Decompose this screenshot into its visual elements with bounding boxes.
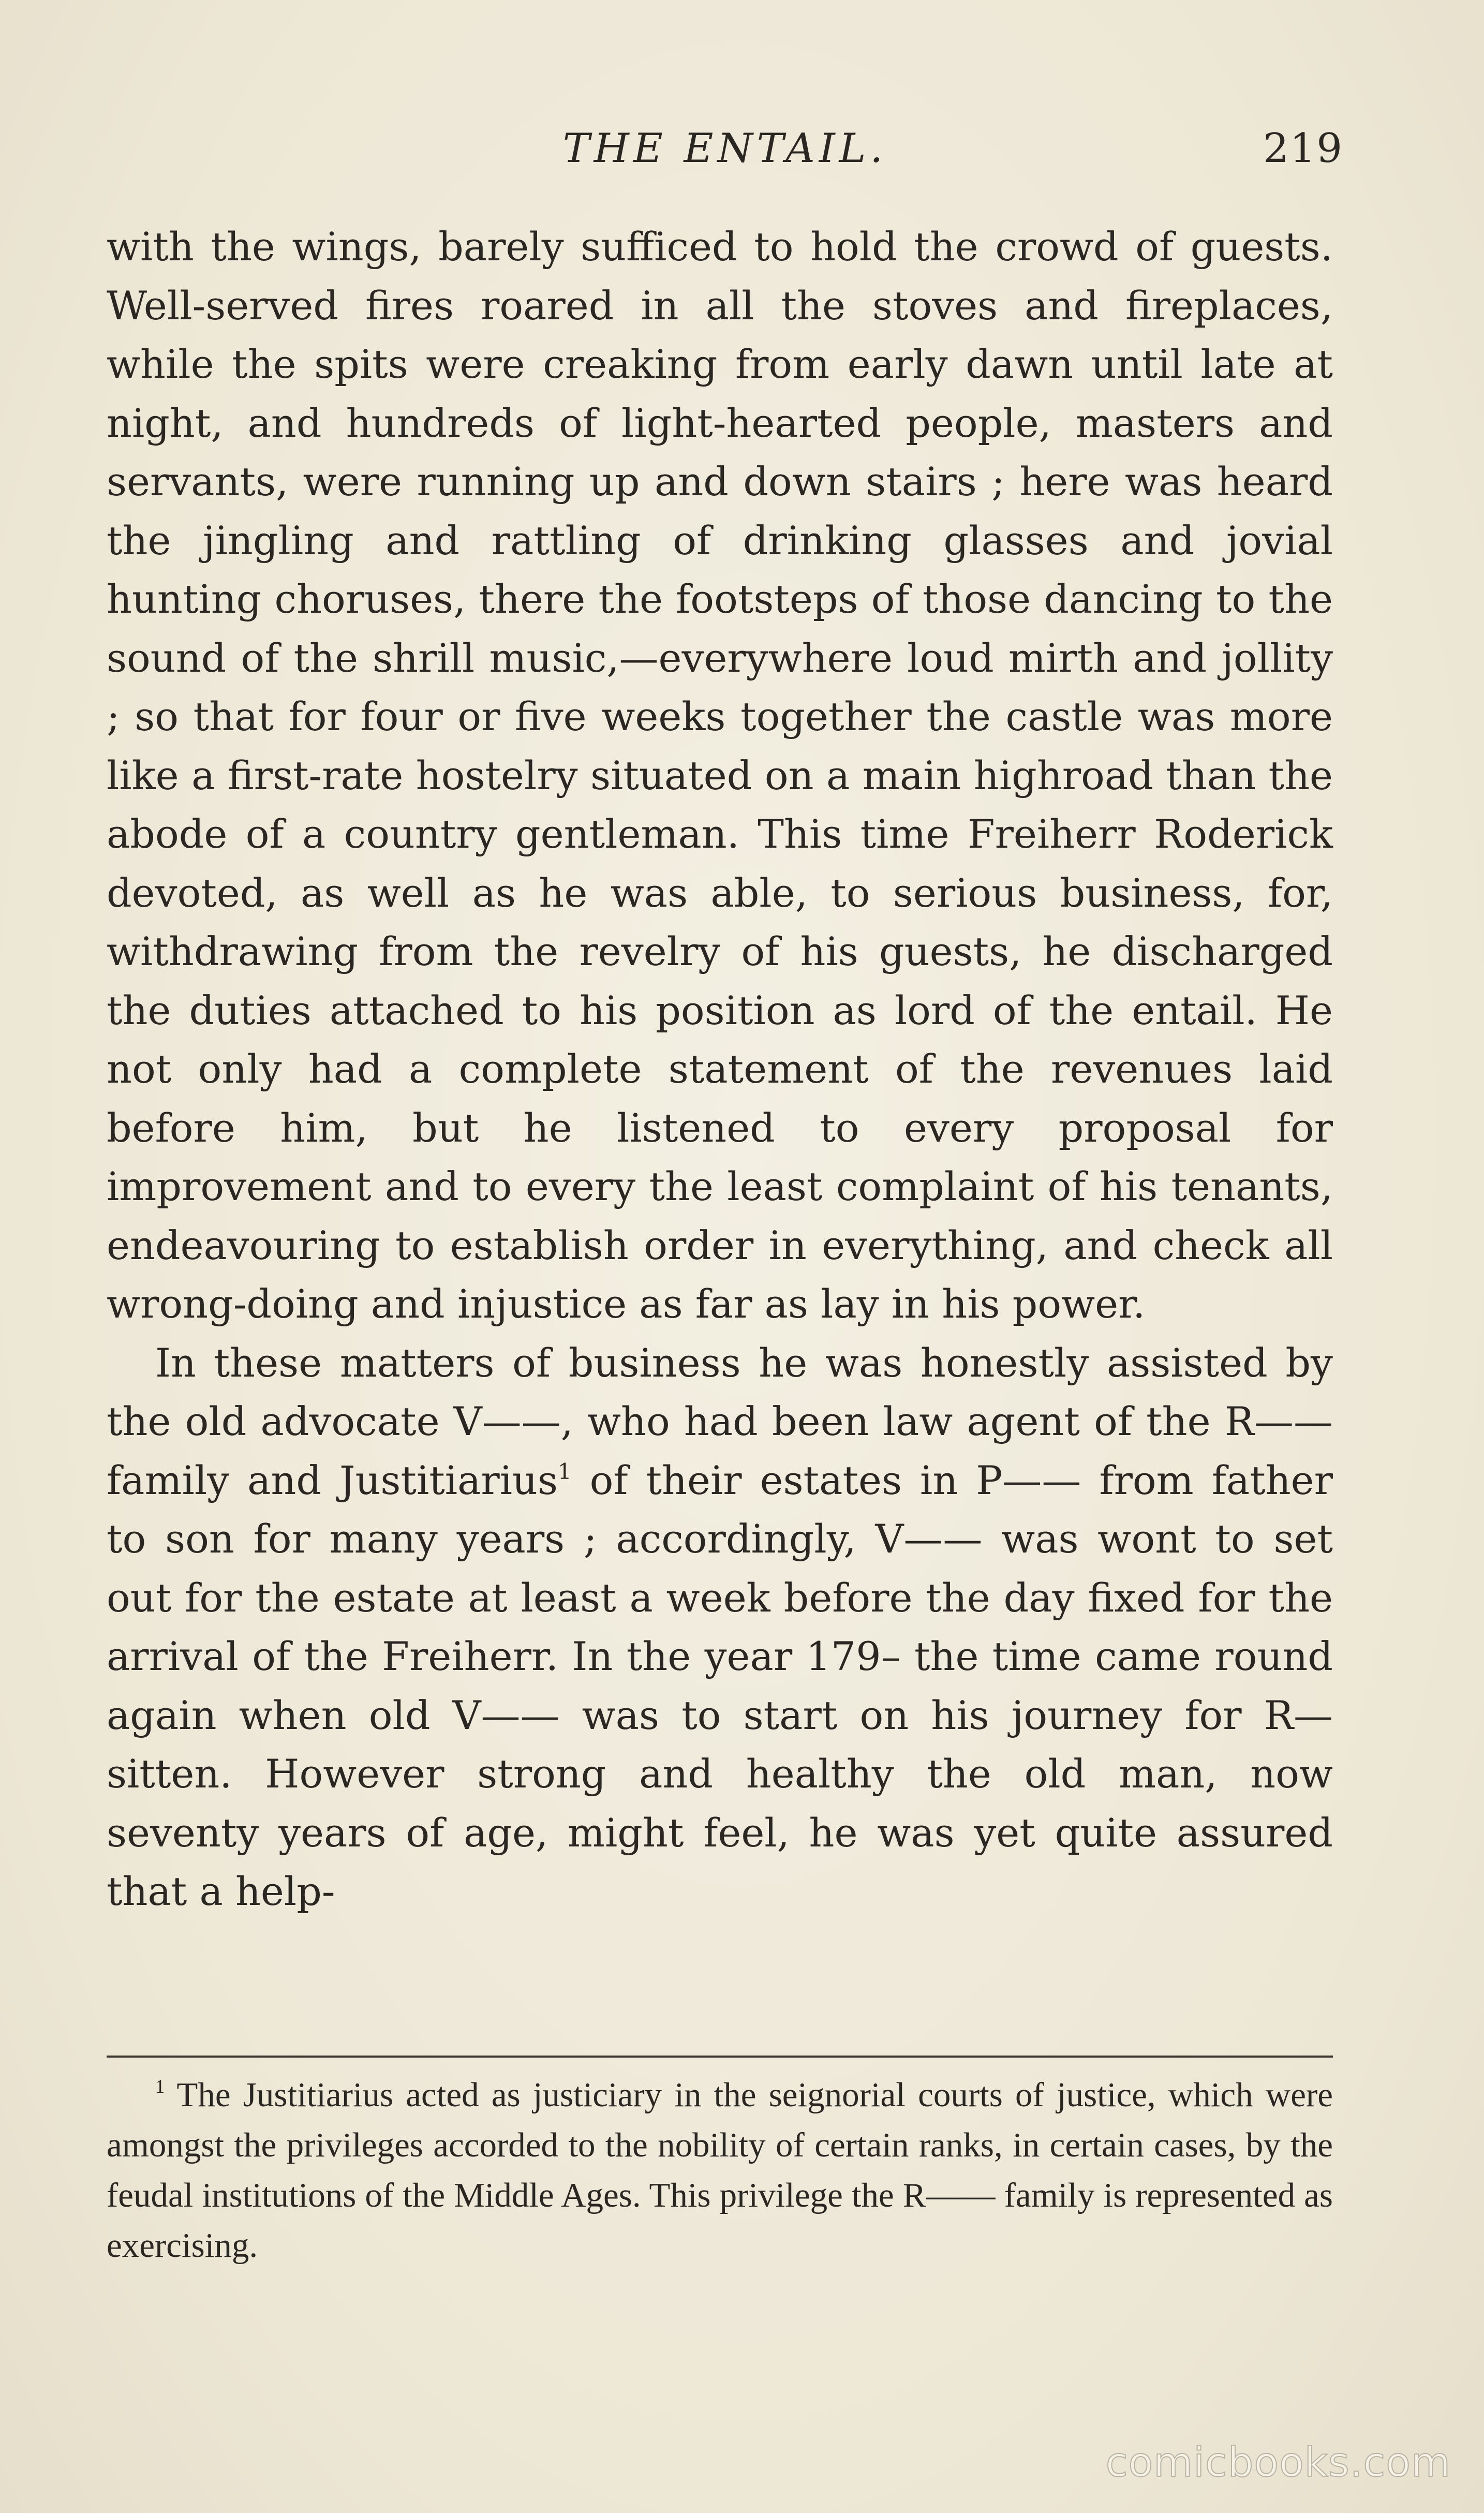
paragraph-2-text-b: of their estates in P—— from father to son for many years ; accordingly, V—— was wont to set out for the estate at least a week before the day fixed for the arrival of the Freiherr. In the year 179– the time came round again when old V—— was to start on his journey for R—sitten. However strong and healthy the old man, now seventy years of age, might feel, he was yet quite assured that a help- [107,1457,1333,1914]
footnote-rule [107,2056,1333,2058]
page-number: 219 [1263,125,1343,172]
footnote-marker: 1 [155,2076,165,2097]
footnote-text: The Justitiarius acted as justiciary in the seignorial courts of justice, which were amongst the privileges accorded to the nobility of certain ranks, in certain cases, by the feudal institutions of the Middle Ages. This privilege the R—— family is represented as exercising. [107,2076,1333,2265]
footnote-reference: 1 [558,1458,572,1484]
paragraph-2-text-a: In these matters of business he was honestly assisted by the old advocate V——, who had been law agent of the R—— family and Justitiarius [107,1339,1333,1503]
paragraph-2 [107,1334,1333,1921]
body-text [107,217,1333,1921]
paragraph-1: with the wings, barely sufficed to hold the crowd of guests. Well-served fires roared in all the stoves and fireplaces, while the spits were creaking from early dawn until late at night, and hundreds of light-hearted people, masters and servants, were running up and down stairs ; here was heard the jingling and rattling of drinking glasses and jovial hunting choruses, there the footsteps of those dancing to the sound of the shrill music,—everywhere loud mirth and jollity ; so that for four or five weeks together the castle was more like a first-rate hostelry situated on a main highroad than the abode of a country gentleman. This time Freiherr Roderick devoted, as well as he was able, to serious business, for, withdrawing from the revelry of his guests, he discharged the duties attached to his position as lord of the entail. He not only had a complete statement of the revenues laid before him, but he listened to every proposal for improvement and to every the least complaint of his tenants, endeavouring to establish order in everything, and check all wrong-doing and injustice as far as lay in his power. [107,224,1333,1327]
running-head [107,120,1343,177]
watermark: comicbooks.com [1105,2440,1451,2486]
running-title: THE ENTAIL. [562,125,887,172]
footnote [107,2070,1333,2271]
